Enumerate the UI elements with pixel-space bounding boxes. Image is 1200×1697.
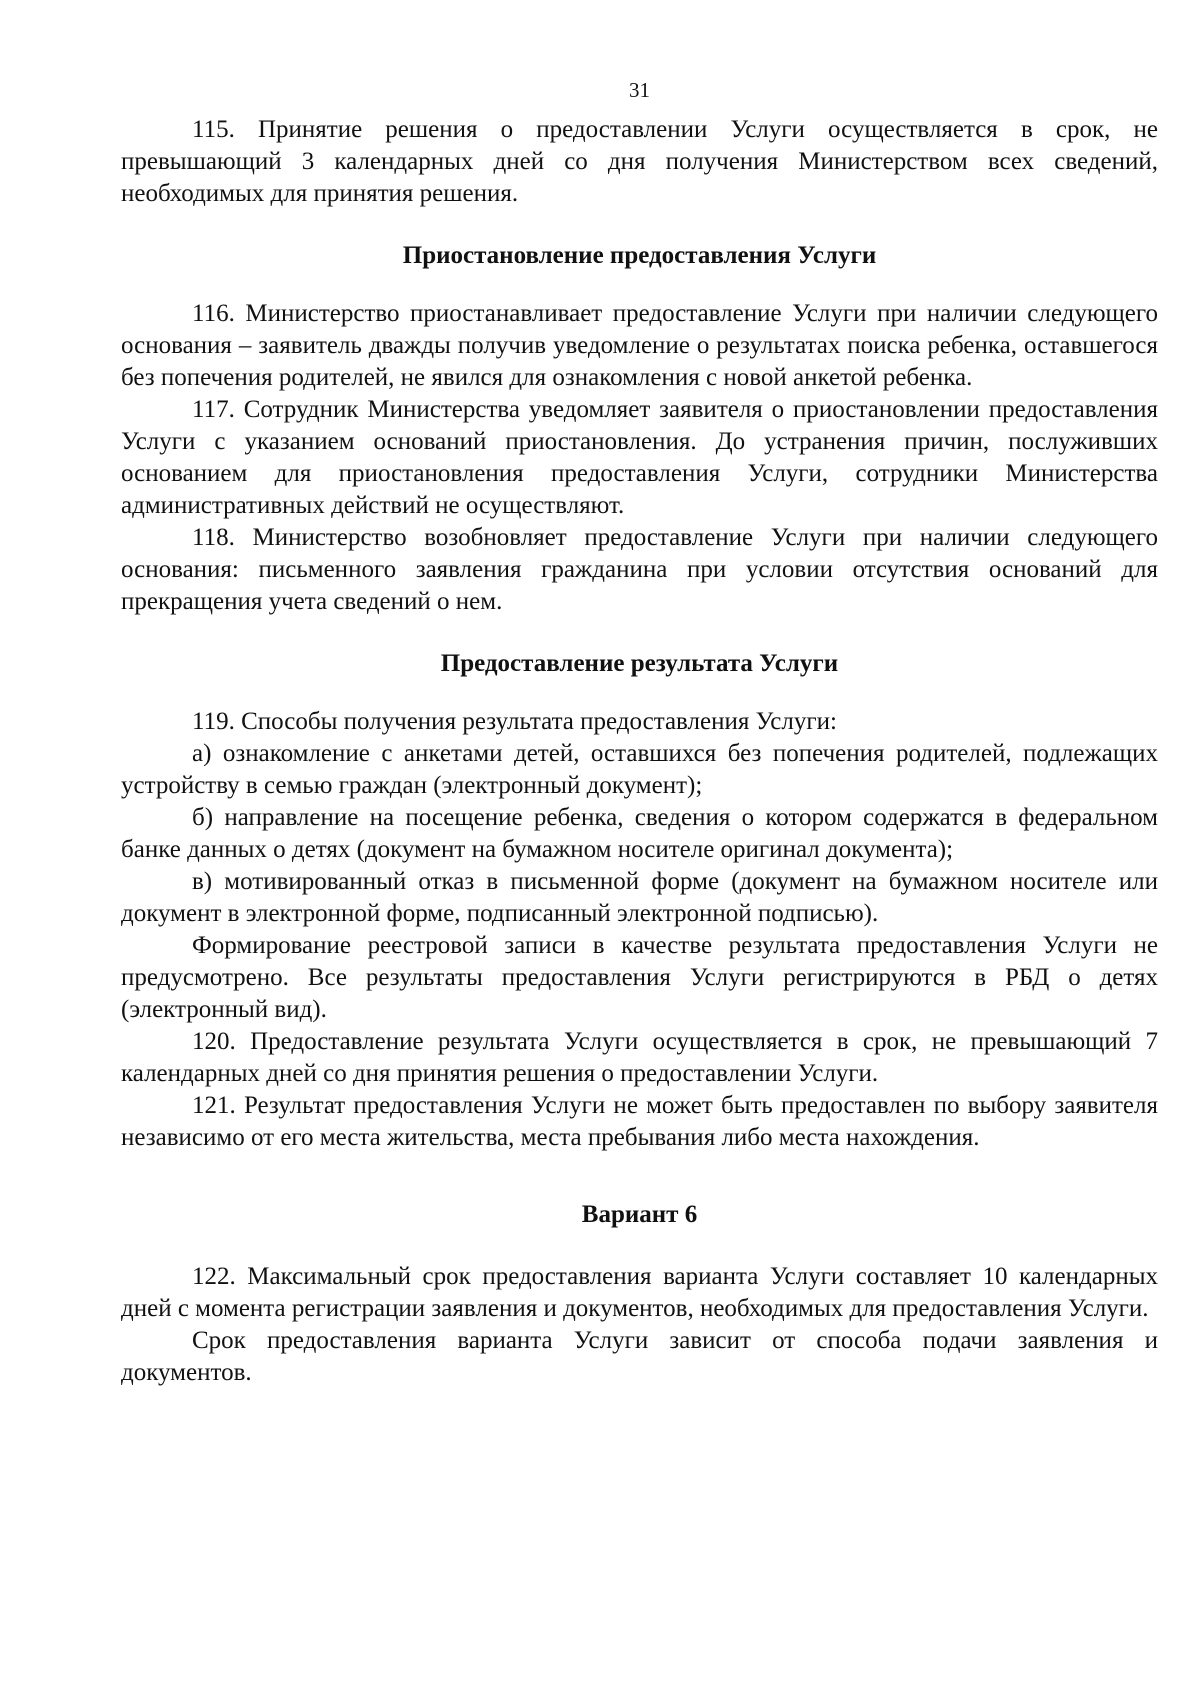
paragraph-116: 116. Министерство приостанавливает предоставление Услуги при наличии следующего основания – заявитель дважды получив уведомление о результатах поиска ребенка, оставшегося без попечения родителей, не явился для ознакомления с новой анкетой ребенка. (121, 300, 1158, 391)
list-item-v: в) мотивированный отказ в письменной форме (документ на бумажном носителе или документ в электронной форме, подписанный электронной подписью). (121, 868, 1158, 927)
heading-result: Предоставление результата Услуги (440, 650, 839, 677)
paragraph-119: 119. Способы получения результата предоставления Услуги: (192, 708, 837, 735)
paragraph-118: 118. Министерство возобновляет предоставление Услуги при наличии следующего основания: письменного заявления гражданина при условии отсутствия оснований для прекращения учета сведений о нем. (121, 524, 1158, 615)
paragraph-121: 121. Результат предоставления Услуги не может быть предоставлен по выбору заявителя независимо от его места жительства, места пребывания либо места нахождения. (121, 1092, 1158, 1151)
document-page (121, 70, 1158, 1389)
paragraph-122: 122. Максимальный срок предоставления варианта Услуги составляет 10 календарных дней с момента регистрации заявления и документов, необходимых для предоставления Услуги. (121, 1263, 1158, 1322)
heading-variant-6: Вариант 6 (581, 1201, 698, 1228)
paragraph-120: 120. Предоставление результата Услуги осуществляется в срок, не превышающий 7 календарных дней со дня принятия решения о предоставлении Услуги. (121, 1028, 1158, 1087)
list-item-a: а) ознакомление с анкетами детей, оставшихся без попечения родителей, подлежащих устройству в семью граждан (электронный документ); (121, 740, 1158, 799)
list-item-b: б) направление на посещение ребенка, сведения о котором содержатся в федеральном банке данных о детях (документ на бумажном носителе оригинал документа); (121, 804, 1158, 863)
page-number: 31 (629, 78, 650, 102)
heading-suspension: Приостановление предоставления Услуги (402, 242, 877, 269)
paragraph-registry: Формирование реестровой записи в качестве результата предоставления Услуги не предусмотрено. Все результаты предоставления Услуги регистрируются в РБД о детях (электронный вид). (121, 932, 1158, 1023)
paragraph-term: Срок предоставления варианта Услуги зависит от способа подачи заявления и документов. (121, 1327, 1158, 1386)
paragraph-117: 117. Сотрудник Министерства уведомляет заявителя о приостановлении предоставления Услуги с указанием оснований приостановления. До устранения причин, послуживших основанием для приостановления предоставления Услуги, сотрудники Министерства административных действий не осуществляют. (121, 396, 1158, 519)
paragraph-115: 115. Принятие решения о предоставлении Услуги осуществляется в срок, не превышающий 3 календарных дней со дня получения Министерством всех сведений, необходимых для принятия решения. (121, 116, 1158, 207)
